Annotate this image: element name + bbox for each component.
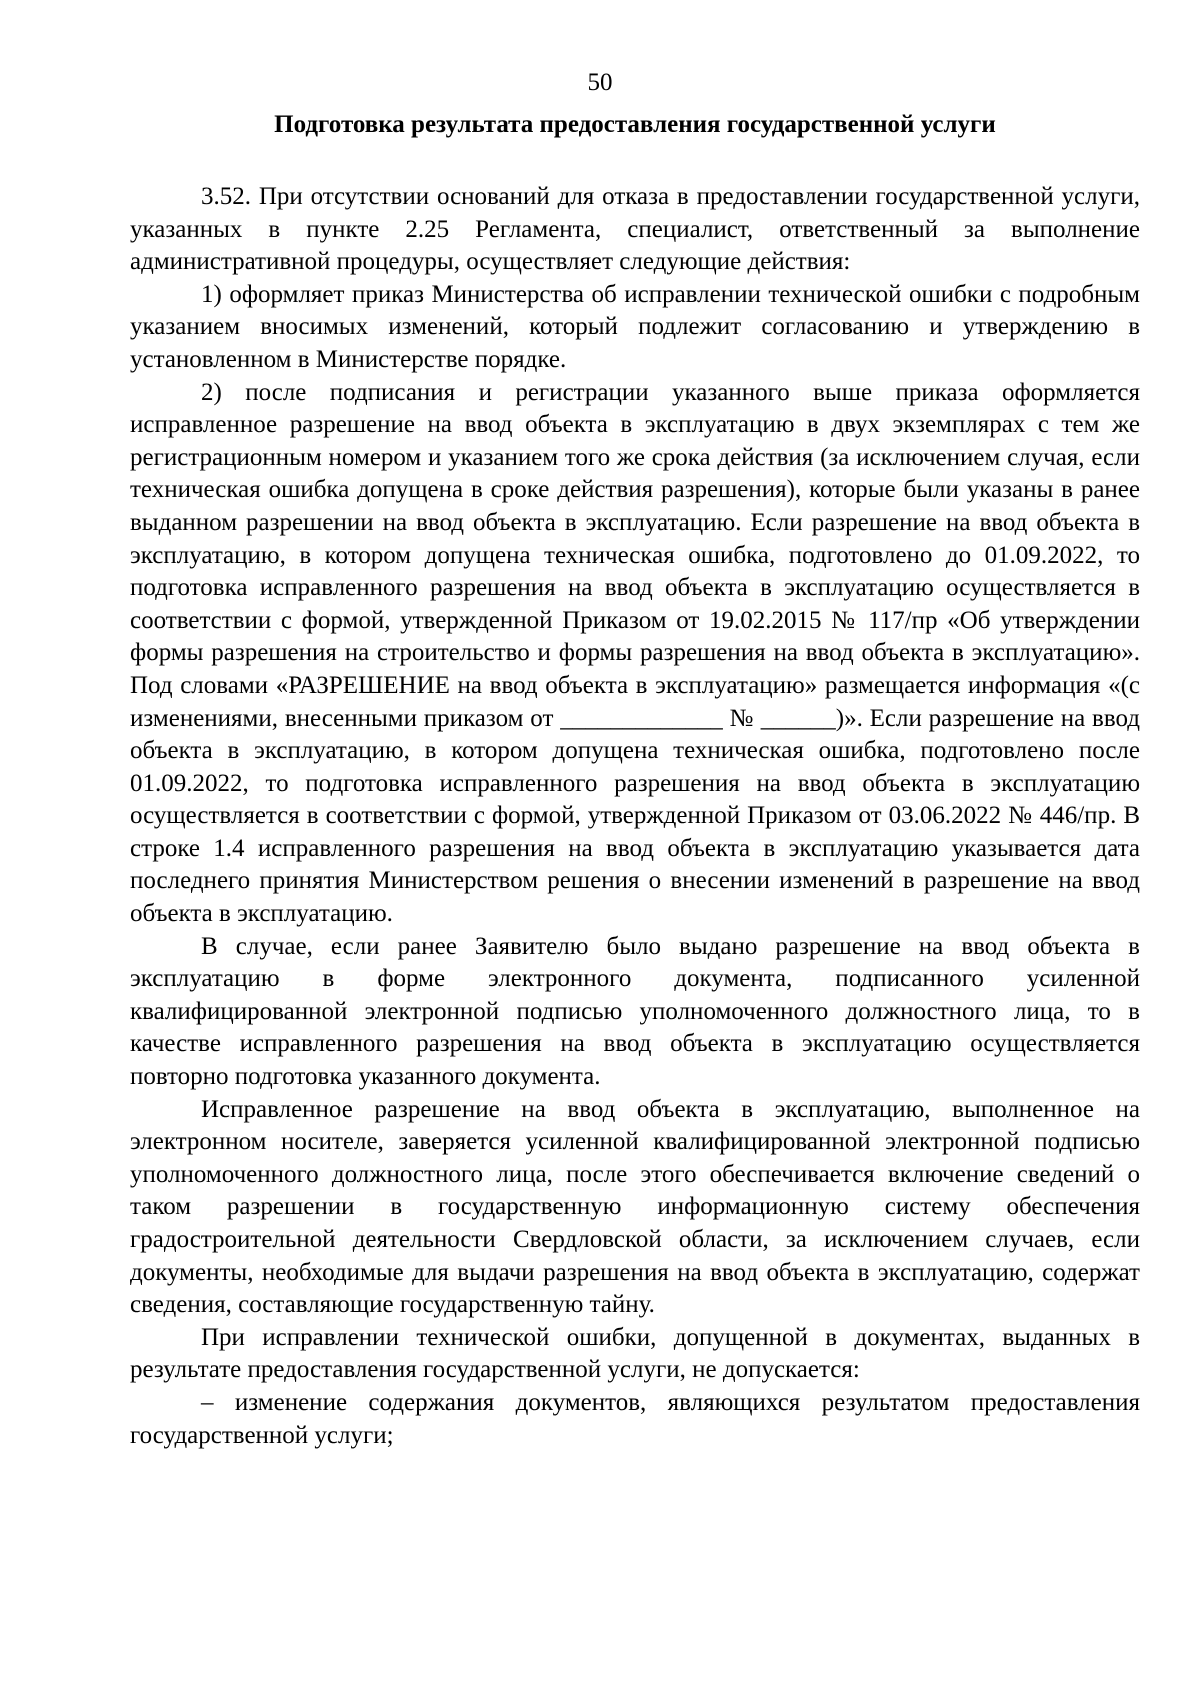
paragraph-electronic-carrier: Исправленное разрешение на ввод объекта в эксплуатацию, выполненное на электронном носителе, заверяется усиленной квалифицированной электронной подписью уполномоченного должностного лица, после этого обеспечивается включение сведений о таком разрешении в государственную информационную систему обеспечения градостроительной деятельности Свердловской области, за исключением случаев, если документы, необходимые для выдачи разрешения на ввод объекта в эксплуатацию, содержат сведения, составляющие государственную тайну. [130,1095,1140,1319]
paragraph-electronic-document: В случае, если ранее Заявителю было выдано разрешение на ввод объекта в эксплуатацию в форме электронного документа, подписанного усиленной квалифицированной электронной подписью уполномоченного должностного лица, то в качестве исправленного разрешения на ввод объекта в эксплуатацию осуществляется повторно подготовка указанного документа. [130,932,1140,1091]
paragraph-not-allowed: При исправлении технической ошибки, допущенной в документах, выданных в результате предоставления государственной услуги, не допускается: [130,1323,1140,1384]
paragraph-item-2: 2) после подписания и регистрации указанного выше приказа оформляется исправленное разрешение на ввод объекта в эксплуатацию в двух экземплярах с тем же регистрационным номером и указанием того же срока действия (за исключением случая, если техническая ошибка допущена в сроке действия разрешения), которые были указаны в ранее выданном разрешении на ввод объекта в эксплуатацию. Если разрешение на ввод объекта в эксплуатацию, в котором допущена техническая ошибка, подготовлено до 01.09.2022, то подготовка исправленного разрешения на ввод объекта в эксплуатацию осуществляется в соответствии с формой, утвержденной Приказом от 19.02.2015 № 117/пр «Об утверждении формы разрешения на строительство и формы разрешения на ввод объекта в эксплуатацию». Под словами «РАЗРЕШЕНИЕ на ввод объекта в эксплуатацию» размещается информация «(с изменениями, внесенными приказом от _____________ № ______)». Если разрешение на ввод объекта в эксплуатацию, в котором допущена техническая ошибка, подготовлено после 01.09.2022, то подготовка исправленного разрешения на ввод объекта в эксплуатацию осуществляется в соответствии с формой, утвержденной Приказом от 03.06.2022 № 446/пр. В строке 1.4 исправленного разрешения на ввод объекта в эксплуатацию указывается дата последнего принятия Министерством решения о внесении изменений в разрешение на ввод объекта в эксплуатацию. [130,378,1140,928]
paragraph-3-52: 3.52. При отсутствии оснований для отказа в предоставлении государственной услуги, указанных в пункте 2.25 Регламента, специалист, ответственный за выполнение административной процедуры, осуществляет следующие действия: [130,183,1140,276]
paragraph-dash-item: – изменение содержания документов, являющихся результатом предоставления государственной услуги; [130,1388,1140,1449]
section-title: Подготовка результата предоставления государственной услуги [274,111,996,138]
document-body [130,181,1140,1452]
page-number: 50 [587,69,613,96]
paragraph-item-1: 1) оформляет приказ Министерства об исправлении технической ошибки с подробным указанием вносимых изменений, который подлежит согласованию и утверждению в установленном в Министерстве порядке. [130,280,1140,373]
